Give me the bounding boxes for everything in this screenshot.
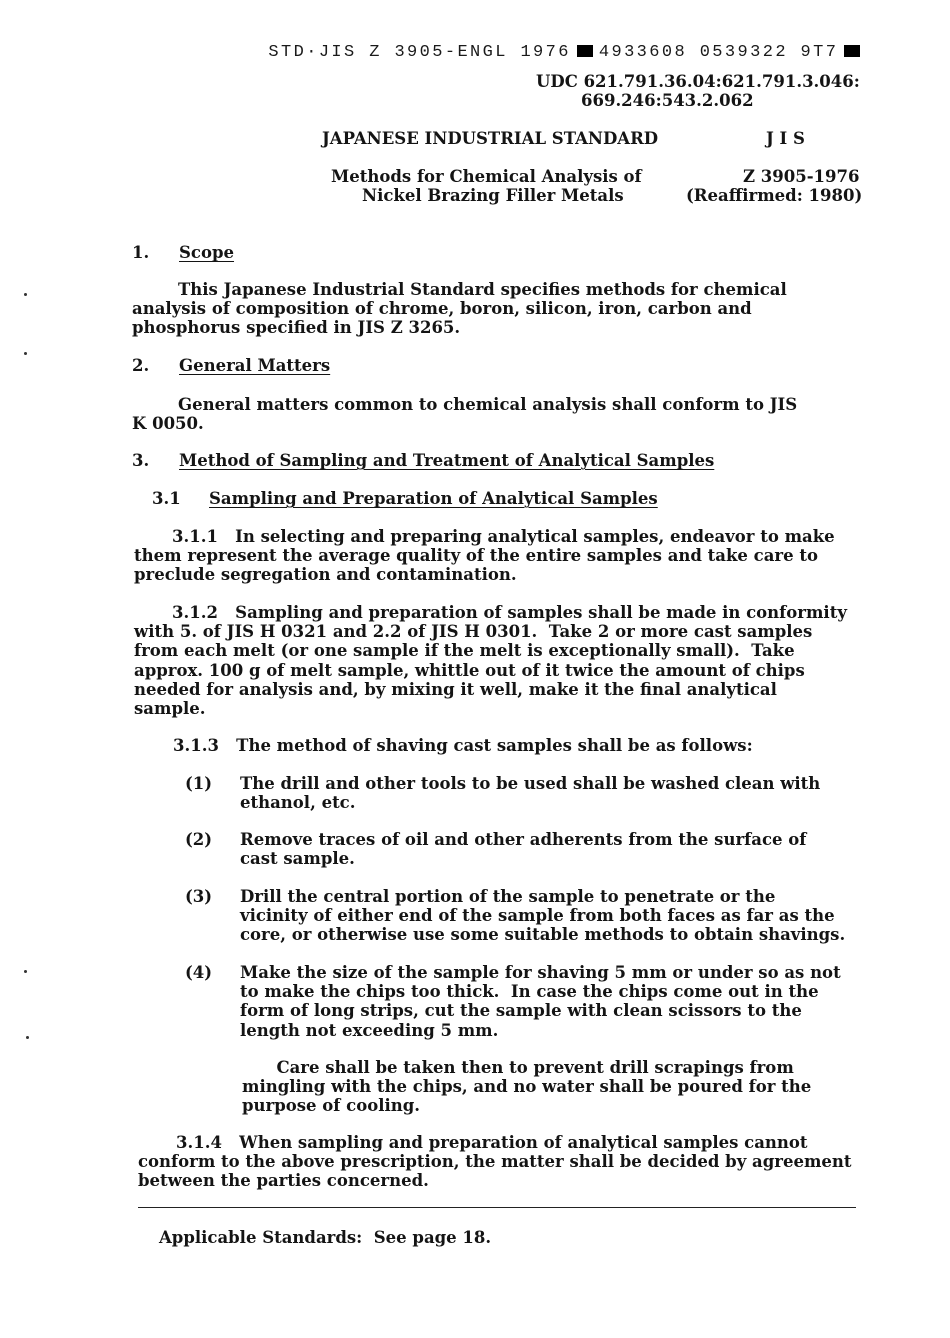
item-1-text: The drill and other tools to be used shall be washed clean with ethanol, etc. xyxy=(240,774,821,813)
clause-3-1-2 xyxy=(134,603,847,718)
udc-line-1: UDC 621.791.36.04:621.791.3.046: xyxy=(536,72,860,91)
scan-speck xyxy=(24,970,27,973)
section-2-number: 2. xyxy=(132,356,150,375)
title-line-2: Nickel Brazing Filler Metals xyxy=(362,186,624,205)
scan-speck xyxy=(24,352,27,355)
footer-divider xyxy=(138,1207,856,1208)
clause-3-1-1 xyxy=(134,527,835,585)
reaffirmed-date: (Reaffirmed: 1980) xyxy=(686,186,863,205)
header-doc-code: STD·JIS Z 3905-ENGL 1976 xyxy=(268,43,571,62)
barcode-block xyxy=(844,45,860,57)
item-2-number: (2) xyxy=(185,830,213,849)
item-1-number: (1) xyxy=(185,774,213,793)
udc-line-2: 669.246:543.2.062 xyxy=(581,91,754,110)
header-barcode-3: 9T7 xyxy=(800,43,839,62)
section-1-text xyxy=(132,280,787,338)
scope-paragraph: This Japanese Industrial Standard specifies methods for chemical analysis of composition of chrome, boron, silicon, iron, carbon and phosphorus specified in JIS Z 3265. xyxy=(132,280,787,338)
clause-3-1-4-text: 3.1.4 When sampling and preparation of analytical samples cannot conform to the above prescription, the matter shall be decided by agreement between the parties concerned. xyxy=(138,1133,852,1191)
section-1-number: 1. xyxy=(132,243,150,262)
standard-name: JAPANESE INDUSTRIAL STANDARD xyxy=(322,129,659,148)
jis-mark: J I S xyxy=(766,129,805,148)
section-3-title: Method of Sampling and Treatment of Analytical Samples xyxy=(179,451,715,470)
standard-number: Z 3905-1976 xyxy=(743,167,860,186)
clause-3-1-3-text: 3.1.3 The method of shaving cast samples shall be as follows: xyxy=(173,736,753,755)
item-3-number: (3) xyxy=(185,887,213,906)
header-barcode-1: 4933608 xyxy=(598,43,688,62)
item-2-text: Remove traces of oil and other adherents from the surface of cast sample. xyxy=(240,830,807,869)
section-3-1-title: Sampling and Preparation of Analytical Samples xyxy=(209,489,658,508)
section-3-1-number: 3.1 xyxy=(152,489,181,508)
section-2-text xyxy=(132,395,797,433)
item-4-text: Make the size of the sample for shaving 5 mm or under so as not to make the chips too thick. In case the chips come out in the form of long strips, cut the sample with clean scissors to the length not exceeding 5 mm. xyxy=(240,963,841,1040)
section-1-title: Scope xyxy=(179,243,235,262)
item-3-text: Drill the central portion of the sample to penetrate or the vicinity of either end of the sample from both faces as far as the core, or otherwise use some suitable methods to obtain shavings. xyxy=(240,887,846,945)
barcode-block xyxy=(577,45,593,57)
item-4-number: (4) xyxy=(185,963,213,982)
section-3-number: 3. xyxy=(132,451,150,470)
care-note: Care shall be taken then to prevent drill scrapings from mingling with the chips, and no water shall be poured for the purpose of cooling. xyxy=(242,1058,812,1116)
title-line-1: Methods for Chemical Analysis of xyxy=(331,167,642,186)
applicable-standards-note: Applicable Standards: See page 18. xyxy=(159,1228,492,1247)
clause-3-1-4 xyxy=(138,1133,852,1191)
clause-3-1-2-text: 3.1.2 Sampling and preparation of samples shall be made in conformity with 5. of JIS H 0321 and 2.2 of JIS H 0301. Take 2 or more cast samples from each melt (or one sample if the melt is exceptionally small). Take approx. 100 g of melt sample, whittle out of it twice the amount of chips needed for analysis and, by mixing it well, make it the final analytical sample. xyxy=(134,603,847,719)
scan-speck xyxy=(26,1036,29,1039)
header-barcode-2: 0539322 xyxy=(699,43,788,62)
scan-speck xyxy=(24,293,27,296)
section-2-title: General Matters xyxy=(179,356,331,375)
general-matters-paragraph: General matters common to chemical analysis shall conform to JIS K 0050. xyxy=(132,395,798,434)
clause-3-1-1-text: 3.1.1 In selecting and preparing analytical samples, endeavor to make them represent the average quality of the entire samples and take care to preclude segregation and contamination. xyxy=(134,527,835,585)
